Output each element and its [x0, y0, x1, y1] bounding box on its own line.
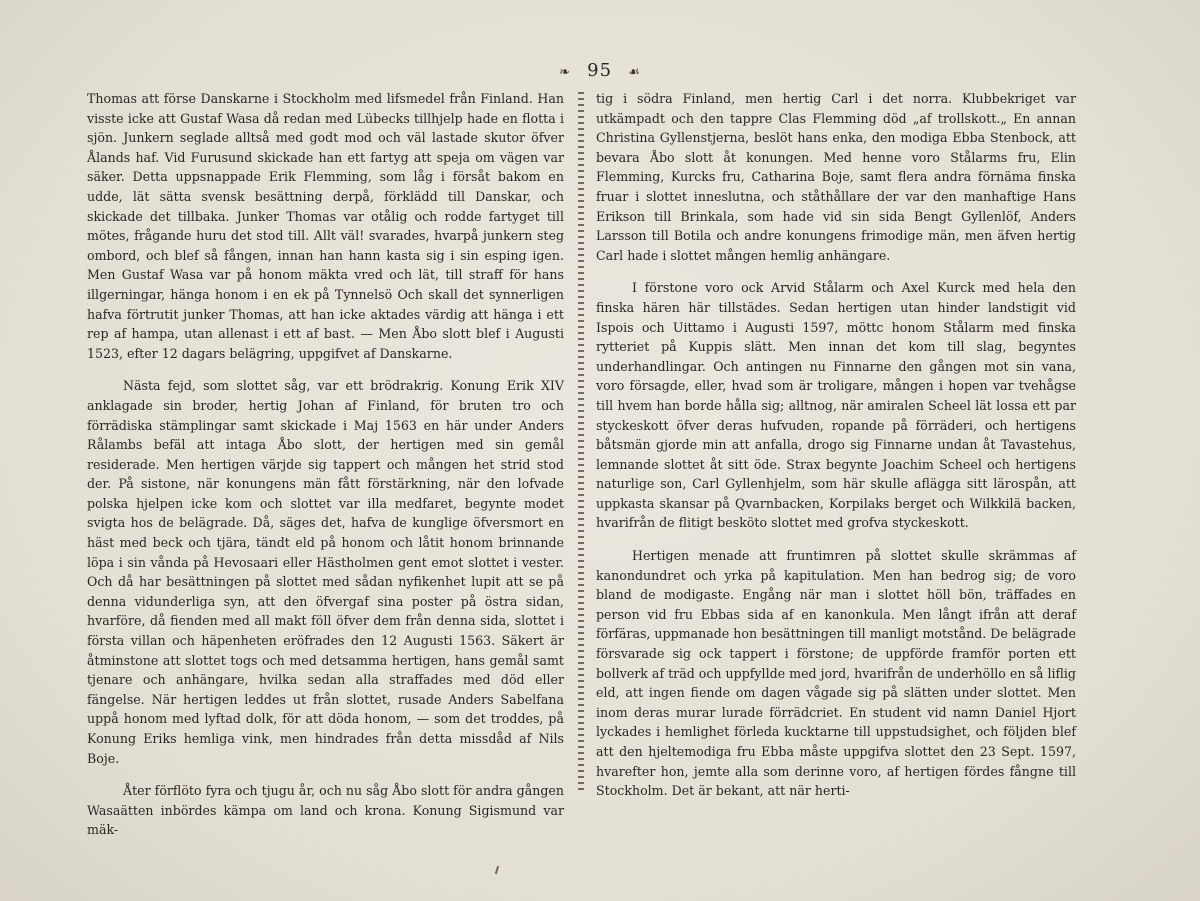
left-text-column — [87, 89, 564, 840]
paragraph: Thomas att förse Danskarne i Stockholm med lifsmedel från Finland. Han visste icke att Gustaf Wasa då redan med Lübecks tillhjelp hade en flotta i sjön. Junkern seglade alltså med godt mod och väl lastade skutor öfver Ålands haf. Vid Furusund skickade han ett fartyg att speja om vägen var säker. Detta uppsnappade Erik Flemming, som låg i försåt bakom en udde, lät sätta svensk besättning derpå, förklädd till Danskar, och skickade det tillbaka. Junker Thomas var otålig och rodde fartyget till mötes, frågande huru det stod till. Allt väl! svarades, hvarpå junkern steg ombord, och blef så fången, innan han hann kasta sig i sin esping igen. Men Gustaf Wasa var på honom mäkta vred och lät, till straff för hans illgerningar, hänga honom i en ek på Tynnelsö Och skall det synnerligen hafva förtrutit junker Thomas, att han icke aktades värdig att hänga i ett rep af hampa, utan allenast i ett af bast. — Men Åbo slott blef i Augusti 1523, efter 12 dagars belägring, uppgifvet af Danskarne. — [87, 91, 564, 361]
ornament-left-icon: ❧ — [559, 65, 572, 80]
paragraph: I förstone voro ock Arvid Stålarm och Axel Kurck med hela den finska hären här tillstädes. Sedan hertigen utan hinder landstigit vid Ispois och Uittamo i Augusti 1597, möttc honom Stålarm med finska rytteriet på Kuppis slätt. Men innan det kom till slag, begyntes underhandlingar. Och antingen nu Finnarne den gången mot sin vana, voro försagde, eller, hvad som är troligare, mången i hopen var tvehågse till hvem han borde hålla sig; alltnog, när amiralen Scheel lät lossa ett par styckeskott öfver deras hufvuden, ropande på förräderi, och hertigens båtsmän gjorde min att anfalla, drogo sig Finnarne undan åt Tavastehus, lemnande slottet åt sitt öde. Strax begynte Joachim Scheel och hertigens naturlige son, Carl Gyllenhjelm, som här skulle aflägga sitt lärospån, att uppkasta skansar på Qvarnbacken, Korpilaks berget och Wilkkilä backen, hvarifrån de flitigt besköto slottet med grofva styckeskott. — [596, 280, 1076, 531]
paragraph: Hertigen menade att fruntimren på slottet skulle skrämmas af kanondundret och yrka på kapitulation. Men han bedrog sig; de voro bland de modigaste. Engång när man i slottet höll bön, träffades en person vid fru Ebbas sida af en kanonkula. Men långt ifrån att deraf förfäras, uppmanade hon besättningen till manligt motstånd. De belägrade försvarade sig ock tappert i förstone; de uppförde framför porten ett bollverk af träd och uppfyllde med jord, hvarifrån de underhöllo en så liflig eld, att ingen fiende om dagen vågade sig på slätten under slottet. Men inom deras murar lurade förrädcriet. En student vid namn Daniel Hjort lyckades i hemlighet förleda kucktarne till uppstudsighet, och följden blef att den hjeltemodiga fru Ebba måste uppgifva slottet den 23 Sept. 1597, hvarefter hon, jemte alla som derinne voro, af hertigen fördes fångne till Stockholm. Det är bekant, att när herti- — [596, 548, 1076, 799]
ink-mark — [495, 866, 499, 874]
ornament-right-icon: ☙ — [628, 65, 641, 80]
page-number: 95 — [587, 60, 613, 81]
paragraph: Åter förflöto fyra och tjugu år, och nu såg Åbo slott för andra gången Wasaätten inbördes kämpa om land och krona. Konung Sigismund var mäk- — [87, 783, 564, 838]
paragraph: Nästa fejd, som slottet såg, var ett brödrakrig. Konung Erik XIV anklagade sin broder, hertig Johan af Finland, för bruten tro och förrädiska stämplingar samt skickade i Maj 1563 en här under Anders Rålambs befäl att intaga Åbo slott, der hertigen med sin gemål residerade. Men hertigen värjde sig tappert och mången het strid stod der. På sistone, när konungens män fått förstärkning, när den lofvade polska hjelpen icke kom och slottet var illa medfaret, begynte modet svigta hos de belägrade. Då, säges det, hafva de kunglige öfversmort en häst med beck och tjära, tändt eld på honom och låtit honom brinnande löpa i sin vånda på Hevosaari eller Hästholmen gent emot slottet i vester. Och då har besättningen på slottet med sådan nyfikenhet lupit att se på denna vidunderliga syn, att den öfvergaf sina poster på östra sidan, hvarföre, då fienden med all makt föll öfver dem från denna sida, slottet i första villan och häpenheten eröfrades den 12 Augusti 1563. Säkert är åtminstone att slottet togs och med detsamma hertigen, hans gemål samt tjenare och anhängare, hvilka sedan alla straffades med död eller fängelse. När hertigen leddes ut från slottet, rusade Anders Sabelfana uppå honom med lyftad dolk, för att döda honom, — som det troddes, på Konung Eriks hemliga vink, men hindrades från detta missdåd af Nils Boje. — [87, 378, 564, 766]
page-header — [0, 60, 1200, 81]
right-text-column — [596, 89, 1076, 801]
column-divider-rule — [578, 92, 584, 792]
paragraph: tig i södra Finland, men hertig Carl i det norra. Klubbekriget var utkämpadt och den tappre Clas Flemming död „af trollskott.„ En annan Christina Gyllenstjerna, beslöt hans enka, den modiga Ebba Stenbock, att bevara Åbo slott åt konungen. Med henne voro Stålarms fru, Elin Flemming, Kurcks fru, Catharina Boje, samt flera andra förnäma finska fruar i slottet inneslutna, och ståthållare der var den manhaftige Hans Erikson till Brinkala, som hade vid sin sida Bengt Gyllenlöf, Anders Larsson till Botila och andre konungens frimodige män, men äfven hertig Carl hade i slottet mången hemlig anhängare. — [596, 91, 1076, 263]
